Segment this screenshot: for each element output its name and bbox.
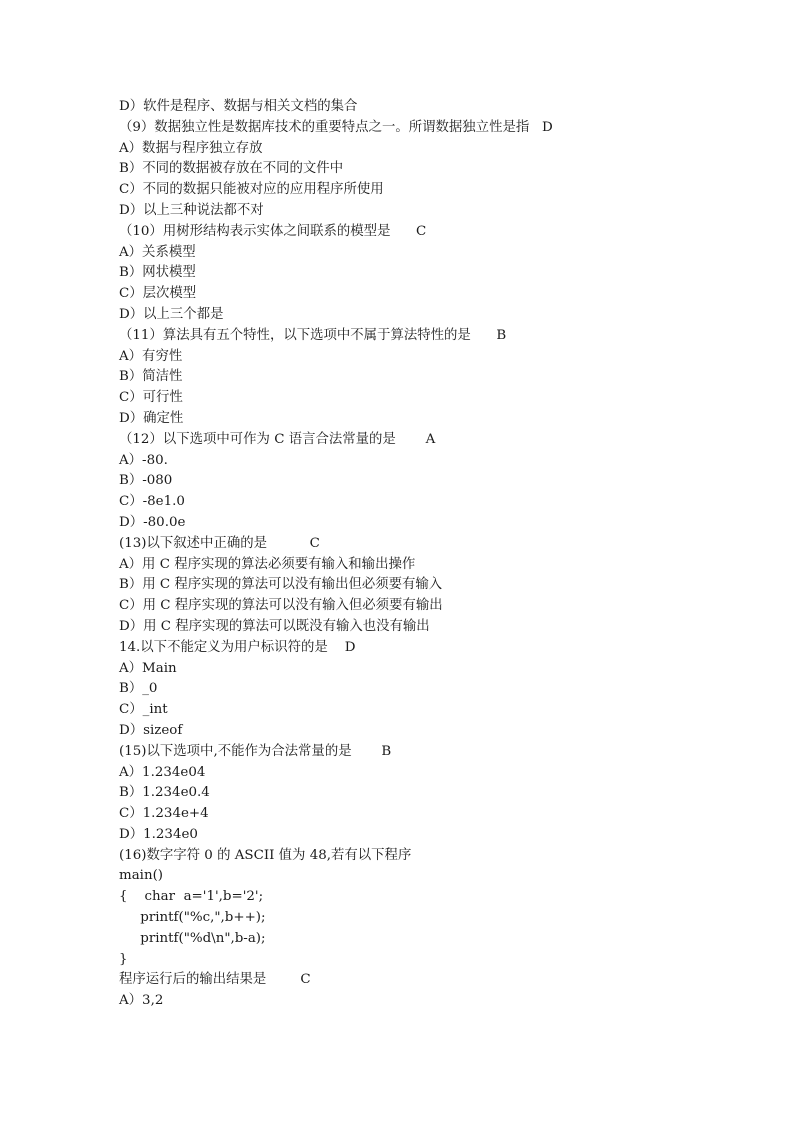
text-line: A）1.234e04	[119, 764, 206, 780]
text-line: printf("%c,",b++);	[119, 910, 266, 926]
text-line: A）3,2	[119, 993, 164, 1009]
text-line: D）确定性	[119, 410, 184, 426]
text-line: A）用 C 程序实现的算法必须要有输入和输出操作	[119, 556, 416, 572]
text-line: A）Main	[119, 660, 177, 676]
text-line: { char a='1',b='2';	[119, 889, 264, 905]
text-line: （12）以下选项中可作为 C 语言合法常量的是 A	[119, 431, 436, 447]
text-line: A）有穷性	[119, 348, 183, 364]
text-line: }	[119, 951, 128, 967]
question-text-block	[119, 97, 719, 1012]
text-line: 程序运行后的输出结果是 C	[119, 972, 311, 988]
text-line: B）不同的数据被存放在不同的文件中	[119, 161, 344, 177]
text-line: (16)数字字符 0 的 ASCII 值为 48,若有以下程序	[119, 847, 412, 863]
text-line: B）_0	[119, 681, 158, 697]
text-line: C）不同的数据只能被对应的应用程序所使用	[119, 182, 384, 198]
text-line: A）关系模型	[119, 244, 196, 260]
text-line: （9）数据独立性是数据库技术的重要特点之一。所谓数据独立性是指 D	[119, 119, 553, 135]
text-line: D）以上三种说法都不对	[119, 202, 264, 218]
text-line: C）可行性	[119, 390, 183, 406]
text-line: C）_int	[119, 702, 168, 718]
text-line: C）用 C 程序实现的算法可以没有输入但必须要有输出	[119, 598, 443, 614]
text-line: A）-80.	[119, 452, 168, 468]
text-line: printf("%d\n",b-a);	[119, 930, 266, 946]
text-line: 14.以下不能定义为用户标识符的是 D	[119, 639, 356, 655]
text-line: （10）用树形结构表示实体之间联系的模型是 C	[119, 223, 427, 239]
text-line: D）软件是程序、数据与相关文档的集合	[119, 99, 358, 114]
text-line: (13)以下叙述中正确的是 C	[119, 535, 320, 551]
text-line: D）用 C 程序实现的算法可以既没有输入也没有输出	[119, 618, 430, 634]
text-line: D）sizeof	[119, 722, 183, 738]
text-line: A）数据与程序独立存放	[119, 140, 263, 156]
text-line: B）1.234e0.4	[119, 785, 210, 801]
text-line: D）以上三个都是	[119, 306, 224, 322]
text-line: D）1.234e0	[119, 826, 198, 842]
text-line: C）1.234e+4	[119, 806, 209, 822]
text-line: B）用 C 程序实现的算法可以没有输出但必须要有输入	[119, 577, 443, 593]
text-line: C）-8e1.0	[119, 494, 185, 510]
text-line: D）-80.0e	[119, 514, 186, 530]
text-line: C）层次模型	[119, 286, 197, 302]
text-line: B）网状模型	[119, 265, 196, 281]
text-line: (15)以下选项中,不能作为合法常量的是 B	[119, 743, 392, 759]
text-line: B）-080	[119, 473, 173, 489]
text-line: B）简洁性	[119, 369, 183, 385]
text-line: （11）算法具有五个特性，以下选项中不属于算法特性的是 B	[119, 327, 507, 343]
text-line: main()	[119, 868, 164, 884]
